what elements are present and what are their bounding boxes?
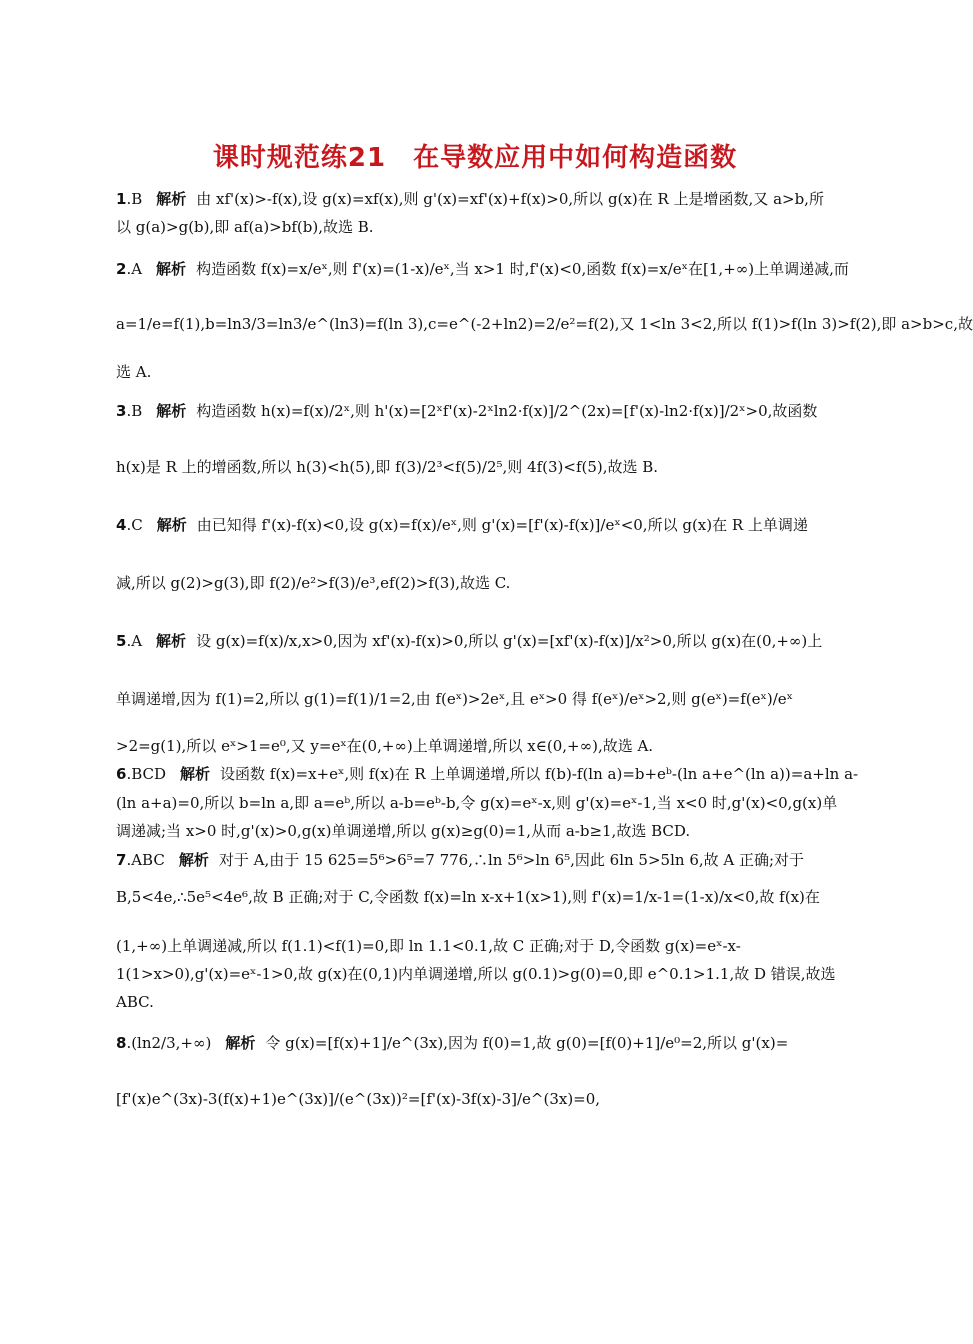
item-5-line-2: 单调递增,因为 f(1)=2,所以 g(1)=f(1)/1=2,由 f(eˣ)>2eˣ,且 eˣ>0 得 f(eˣ)/eˣ>2,则 g(eˣ)=f(eˣ)/eˣ <box>116 690 794 708</box>
analysis-label: 解析 <box>156 402 187 420</box>
analysis-label: 解析 <box>225 1034 256 1052</box>
item-number: 6 <box>116 765 127 783</box>
analysis-label: 解析 <box>156 516 187 534</box>
item-text: 对于 A,由于 15 625=5⁶>6⁵=7 776,∴ln 5⁶>ln 6⁵,因此 6ln 5>5ln 6,故 A 正确;对于 <box>218 851 805 869</box>
item-6-line-1 <box>116 763 859 785</box>
item-answer: .B <box>126 402 143 420</box>
item-2-line-1 <box>116 258 849 280</box>
item-text: 构造函数 f(x)=x/eˣ,则 f'(x)=(1-x)/eˣ,当 x>1 时,f'(x)<0,函数 f(x)=x/eˣ在[1,+∞)上单调递减,而 <box>196 260 849 278</box>
item-number: 7 <box>116 851 127 869</box>
item-5-line-3: >2=g(1),所以 eˣ>1=e⁰,又 y=eˣ在(0,+∞)上单调递增,所以 x∈(0,+∞),故选 A. <box>116 737 654 755</box>
item-number: 5 <box>116 632 127 650</box>
item-8-line-1 <box>116 1032 836 1054</box>
analysis-label: 解析 <box>178 851 209 869</box>
item-text: 设函数 f(x)=x+eˣ,则 f(x)在 R 上单调递增,所以 f(b)-f(ln a)=b+eᵇ-(ln a+e^(ln a))=a+ln a- <box>220 765 859 783</box>
item-number: 8 <box>116 1034 127 1052</box>
item-7-line-5: ABC. <box>116 993 154 1011</box>
item-answer: .C <box>126 516 143 534</box>
item-7-line-2: B,5<4e,∴5e⁵<4e⁶,故 B 正确;对于 C,令函数 f(x)=ln x-x+1(x>1),则 f'(x)=1/x-1=(1-x)/x<0,故 f(x)在 <box>116 888 820 906</box>
item-text: 构造函数 h(x)=f(x)/2ˣ,则 h'(x)=[2ˣf'(x)-2ˣln2·f(x)]/2^(2x)=[f'(x)-ln2·f(x)]/2ˣ>0,故函数 <box>196 402 818 420</box>
analysis-label: 解析 <box>156 260 187 278</box>
item-8-line-2: [f'(x)e^(3x)-3(f(x)+1)e^(3x)]/(e^(3x))²=[f'(x)-3f(x)-3]/e^(3x)=0, <box>116 1090 601 1108</box>
item-3-line-2: h(x)是 R 上的增函数,所以 h(3)<h(5),即 f(3)/2³<f(5)/2⁵,则 4f(3)<f(5),故选 B. <box>116 458 659 476</box>
item-number: 3 <box>116 402 127 420</box>
item-text: 令 g(x)=[f(x)+1]/e^(3x),因为 f(0)=1,故 g(0)=[f(0)+1]/e⁰=2,所以 g'(x)= <box>265 1034 789 1052</box>
item-text: 由 xf'(x)>-f(x),设 g(x)=xf(x),则 g'(x)=xf'(x)+f(x)>0,所以 g(x)在 R 上是增函数,又 a>b,所 <box>196 190 824 208</box>
item-5-line-1 <box>116 630 836 652</box>
item-answer: .ABC <box>126 851 165 869</box>
item-text: 设 g(x)=f(x)/x,x>0,因为 xf'(x)-f(x)>0,所以 g'(x)=[xf'(x)-f(x)]/x²>0,所以 g(x)在(0,+∞)上 <box>196 632 823 650</box>
page-title: 课时规范练21 在导数应用中如何构造函数 <box>212 143 738 173</box>
item-4-line-1 <box>116 514 836 536</box>
item-4-line-2: 减,所以 g(2)>g(3),即 f(2)/e²>f(3)/e³,ef(2)>f(3),故选 C. <box>116 574 511 592</box>
item-text: 由已知得 f'(x)-f(x)<0,设 g(x)=f(x)/eˣ,则 g'(x)=[f'(x)-f(x)]/eˣ<0,所以 g(x)在 R 上单调递 <box>196 516 808 534</box>
item-6-line-2: (ln a+a)=0,所以 b=ln a,即 a=eᵇ,所以 a-b=eᵇ-b,令 g(x)=eˣ-x,则 g'(x)=eˣ-1,当 x<0 时,g'(x)<0,g(x)单 <box>116 794 838 812</box>
item-answer: .B <box>126 190 143 208</box>
item-1-line-2: 以 g(a)>g(b),即 af(a)>bf(b),故选 B. <box>116 218 374 236</box>
item-1-line-1 <box>116 188 836 210</box>
item-7-line-1 <box>116 849 836 871</box>
analysis-label: 解析 <box>180 765 211 783</box>
item-3-line-1 <box>116 400 836 422</box>
item-answer: .BCD <box>126 765 167 783</box>
item-answer: .A <box>126 632 143 650</box>
analysis-label: 解析 <box>156 190 187 208</box>
item-answer: .(ln2/3,+∞) <box>126 1034 212 1052</box>
item-number: 2 <box>116 260 127 278</box>
item-6-line-3: 调递减;当 x>0 时,g'(x)>0,g(x)单调递增,所以 g(x)≥g(0)=1,从而 a-b≥1,故选 BCD. <box>116 822 691 840</box>
item-answer: .A <box>126 260 143 278</box>
item-7-line-4: 1(1>x>0),g'(x)=eˣ-1>0,故 g(x)在(0,1)内单调递增,所以 g(0.1)>g(0)=0,即 e^0.1>1.1,故 D 错误,故选 <box>116 965 836 983</box>
item-7-line-3: (1,+∞)上单调递减,所以 f(1.1)<f(1)=0,即 ln 1.1<0.1,故 C 正确;对于 D,令函数 g(x)=eˣ-x- <box>116 937 741 955</box>
item-2-line-3: 选 A. <box>116 363 152 381</box>
item-number: 1 <box>116 190 127 208</box>
item-number: 4 <box>116 516 127 534</box>
item-2-line-2: a=1/e=f(1),b=ln3/3=ln3/e^(ln3)=f(ln 3),c=e^(-2+ln2)=2/e²=f(2),又 1<ln 3<2,所以 f(1)>f(ln 3)>f(2),即 a>b>c,故 <box>116 315 973 333</box>
analysis-label: 解析 <box>156 632 187 650</box>
